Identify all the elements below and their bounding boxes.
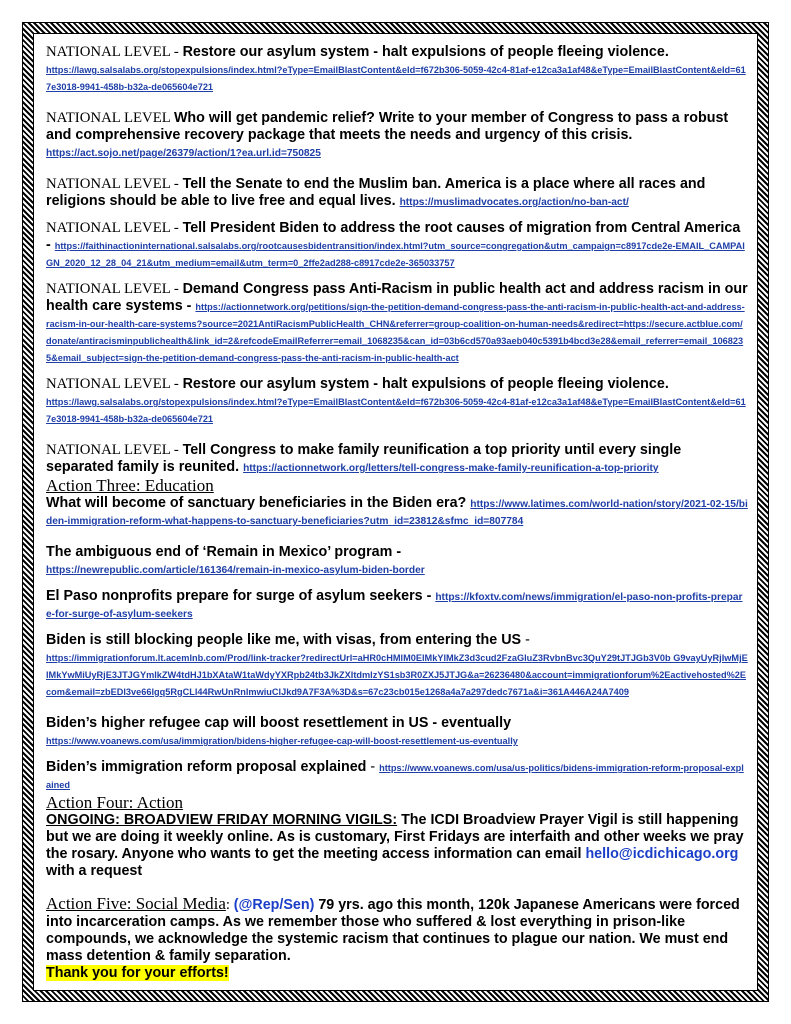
- article-title: Biden’s higher refugee cap will boost resettlement in US - eventually: [46, 715, 512, 731]
- vigil-lead: ONGOING: BROADVIEW FRIDAY MORNING VIGILS:: [46, 812, 398, 828]
- article-item-5: [46, 715, 748, 749]
- level-label: NATIONAL LEVEL: [46, 110, 171, 126]
- level-label: NATIONAL LEVEL: [46, 176, 171, 192]
- national-item-7: [46, 442, 748, 476]
- article-title: What will become of sanctuary beneficiaries in the Biden era?: [46, 495, 467, 511]
- item-link[interactable]: https://act.sojo.net/page/26379/action/1?ea.url.id=750825: [46, 148, 321, 159]
- contact-email-link[interactable]: hello@icdichicago.org: [585, 846, 739, 862]
- separator: -: [170, 44, 183, 60]
- article-item-1: [46, 495, 748, 529]
- national-item-1: [46, 44, 748, 95]
- item-text: Tell the Senate to end the Muslim ban. America is a place where all races and religions should be able to live free and equal lives.: [46, 176, 706, 209]
- separator: -: [521, 632, 530, 648]
- article-title: The ambiguous end of ‘Remain in Mexico’ program -: [46, 544, 402, 560]
- level-label: NATIONAL LEVEL: [46, 281, 171, 297]
- item-text: Demand Congress pass Anti-Racism in public health act and address racism in our health care systems -: [46, 281, 748, 314]
- national-item-4: [46, 220, 748, 271]
- article-item-3: [46, 588, 748, 622]
- article-link[interactable]: https://immigrationforum.lt.acemlnb.com/Prod/link-tracker?redirectUrl=aHR0cHMlM0ElMkYlMkZ3d3cud2FzaGluZ3RvbnBvc3QuY29tJTJGb3V0b G9vayUyRjIwMjElMkYwMiUyRjE3JTJGYmlkZW4tdHJ1bXAtaW1taWdyYXRpb24tb3JkZXItdmlzYS1sb3R0ZXJ5JTJG&a=26236480&account=immigrationforum%2Eactivehosted%2Ecom&email=zbEDl3ve66lgq5RgCLl44RwUnRnlmwiuClJkd9A7F3A%3D&s=67c23cb015e1268a4a7a297dedc7671a&i=361A446A24A7409: [46, 653, 748, 697]
- social-media-paragraph: [46, 895, 748, 982]
- vigil-paragraph: [46, 812, 748, 880]
- rep-handle: (@Rep/Sen): [233, 897, 315, 913]
- level-label: NATIONAL LEVEL: [46, 44, 171, 60]
- section-title-education: Action Three: Education: [46, 476, 214, 495]
- item-link[interactable]: https://faithinactioninternational.salsalabs.org/rootcausesbidentransition/index.html?utm_source=congregation&utm_campaign=c8917cde2e-EMAIL_CAMPAIGN_2020_12_28_04_21&utm_medium=email&utm_term=0_2ffe2ad288-c8917cde2e-365033757: [46, 241, 745, 268]
- level-label: NATIONAL LEVEL: [46, 376, 171, 392]
- article-link[interactable]: https://www.voanews.com/usa/immigration/bidens-higher-refugee-cap-will-boost-resettlement-us-eventually: [46, 736, 518, 746]
- article-title: El Paso nonprofits prepare for surge of asylum seekers -: [46, 588, 432, 604]
- vigil-tail: with a request: [46, 863, 143, 879]
- article-link[interactable]: https://newrepublic.com/article/161364/remain-in-mexico-asylum-biden-border: [46, 565, 425, 576]
- item-link[interactable]: https://lawg.salsalabs.org/stopexpulsions/index.html?eType=EmailBlastContent&eId=f672b306-5059-42c4-81af-e12ca3a1af48&eType=EmailBlastContent&eId=617e3018-9941-458b-b32a-de065604e721: [46, 65, 746, 92]
- national-item-3: [46, 176, 748, 210]
- article-title: Biden’s immigration reform proposal explained: [46, 759, 367, 775]
- section-title-social-media: Action Five: Social Media: [46, 894, 226, 913]
- item-link[interactable]: https://actionnetwork.org/letters/tell-congress-make-family-reunification-a-top-priority: [243, 463, 659, 474]
- vigil-body: The ICDI Broadview Prayer Vigil is still happening but we are doing it weekly online. As is customary, First Fridays are interfaith and other weeks we pray the rosary. Anyone who wants to get the meeting access information can email: [46, 812, 744, 862]
- item-link[interactable]: https://lawg.salsalabs.org/stopexpulsions/index.html?eType=EmailBlastContent&eId=f672b306-5059-42c4-81af-e12ca3a1af48&eType=EmailBlastContent&eId=617e3018-9941-458b-b32a-de065604e721: [46, 397, 746, 424]
- separator: -: [170, 376, 183, 392]
- item-link[interactable]: https://actionnetwork.org/petitions/sign-the-petition-demand-congress-pass-the-anti-racism-in-public-health-act-and-address-racism-in-our-health-care-systems?source=2021AntiRacismPublicHealth_CHN&referrer=group-coalition-on-human-needs&redirect=https://secure.actblue.com/donate/antiracisminpublichealth&link_id=2&refcodeEmailReferrer=email_1068235&can_id=03b6cd570a93aeb040c5391b4bcd3e28&email_referrer=email_1068235&email_subject=sign-the-petition-demand-congress-pass-the-anti-racism-in-public-health-act: [46, 302, 745, 363]
- thank-you-note: Thank you for your efforts!: [46, 965, 229, 981]
- item-text: Tell President Biden to address the root causes of migration from Central America -: [46, 220, 741, 253]
- social-body: 79 yrs. ago this month, 120k Japanese Americans were forced into incarceration camps. As we remember those who suffered & lost everything in prison-like compounds, we acknowledge the systemic racism that continues to plague our nation. We must end mass detention & family separation.: [46, 897, 740, 964]
- item-text: Restore our asylum system - halt expulsions of people fleeing violence.: [182, 376, 669, 392]
- separator: -: [366, 759, 380, 775]
- article-item-2: [46, 544, 748, 578]
- section-title-action: Action Four: Action: [46, 793, 183, 812]
- item-text-continued: to pass a robust and comprehensive recovery package that meets the needs and urgency of this crisis.: [46, 110, 729, 143]
- separator: -: [170, 176, 183, 192]
- separator: -: [170, 220, 183, 236]
- article-link[interactable]: https://kfoxtv.com/news/immigration/el-paso-non-profits-prepare-for-surge-of-asylum-seekers: [46, 592, 743, 620]
- article-item-4: [46, 632, 748, 700]
- separator: -: [170, 281, 183, 297]
- national-item-6: [46, 376, 748, 427]
- article-link[interactable]: https://www.voanews.com/usa/us-politics/bidens-immigration-reform-proposal-explained: [46, 763, 744, 790]
- article-item-6: [46, 759, 748, 793]
- item-link[interactable]: https://muslimadvocates.org/action/no-ban-act/: [399, 197, 629, 208]
- item-text: Restore our asylum system - halt expulsions of people fleeing violence.: [182, 44, 669, 60]
- national-item-5: [46, 281, 748, 366]
- article-link[interactable]: https://www.latimes.com/world-nation/story/2021-02-15/biden-immigration-reform-what-happens-to-sanctuary-beneficiaries?utm_id=23812&sfmc_id=807784: [46, 499, 748, 527]
- separator: -: [170, 442, 183, 458]
- item-text: Who will get pandemic relief? Write to your member of Congress: [173, 110, 614, 126]
- national-item-2: [46, 110, 748, 161]
- separator: :: [225, 897, 234, 913]
- article-title: Biden is still blocking people like me, with visas, from entering the US: [46, 632, 522, 648]
- level-label: NATIONAL LEVEL: [46, 442, 171, 458]
- newsletter-content: [46, 44, 748, 982]
- item-text: Tell Congress to make family reunification a top priority until every single separated family is reunited.: [46, 442, 682, 475]
- level-label: NATIONAL LEVEL: [46, 220, 171, 236]
